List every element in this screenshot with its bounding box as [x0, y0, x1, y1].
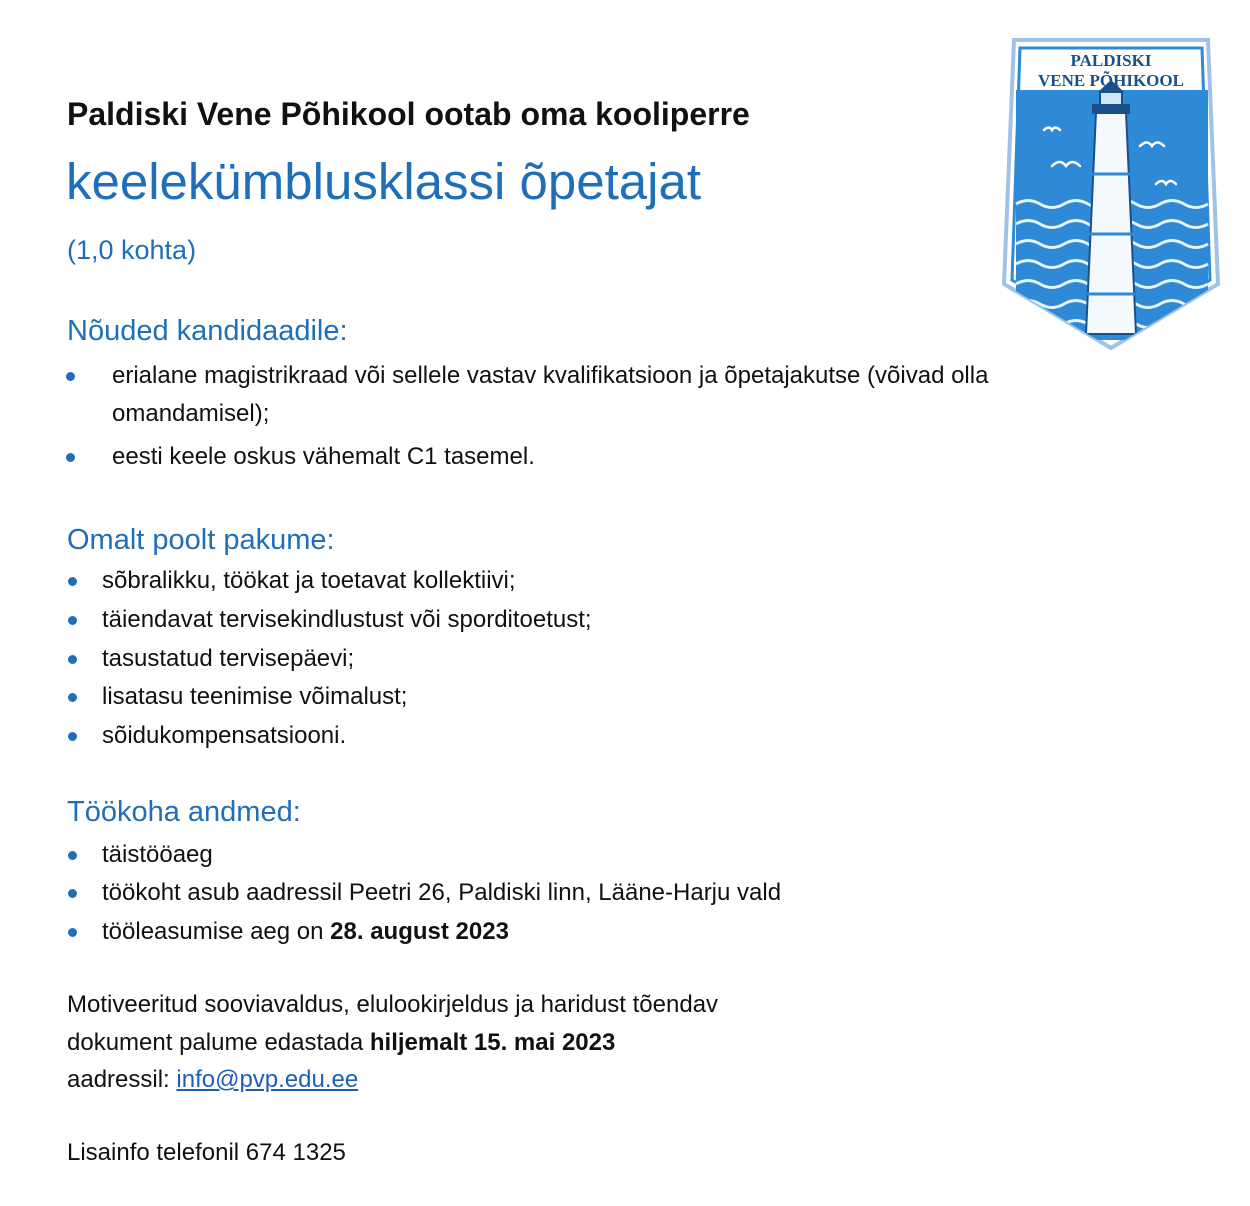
bullet-icon [66, 372, 75, 381]
offer-item-1: sõbralikku, töökat ja toetavat kollektiivi; [102, 567, 516, 594]
offers-heading: Omalt poolt pakume: [67, 524, 335, 556]
requirement-item-2: eesti keele oskus vähemalt C1 tasemel. [112, 443, 535, 470]
offer-item-4: lisatasu teenimise võimalust; [102, 683, 408, 710]
deadline: hiljemalt 15. mai 2023 [369, 1029, 616, 1056]
bullet-icon [68, 889, 77, 898]
bullet-icon [68, 851, 77, 860]
offer-item-3: tasustatud tervisepäevi; [102, 645, 355, 672]
requirement-item-1-cont: omandamisel); [112, 400, 270, 427]
bullet-icon [68, 732, 77, 741]
application-line-2 [67, 1024, 615, 1062]
bullet-icon [68, 655, 77, 664]
bullet-icon [68, 928, 77, 937]
workplace-heading: Töökoha andmed: [67, 796, 301, 828]
intro-text: Paldiski Vene Põhikool ootab oma kooliperre [67, 96, 750, 132]
contact-phone: Lisainfo telefonil 674 1325 [67, 1139, 346, 1166]
application-line-3 [67, 1061, 358, 1099]
bullet-icon [68, 616, 77, 625]
logo-text-line2: VENE PÕHIKOOL [1038, 71, 1184, 90]
application-line-2-prefix: dokument palume edastada [67, 1029, 370, 1056]
workplace-item-3 [102, 913, 509, 951]
fte-text: (1,0 kohta) [67, 235, 197, 265]
logo-text-line1: PALDISKI [1070, 51, 1152, 70]
offer-item-2: täiendavat tervisekindlustust või sporditoetust; [102, 606, 592, 633]
workplace-item-2: töökoht asub aadressil Peetri 26, Paldiski linn, Lääne-Harju vald [102, 879, 782, 906]
offer-item-5: sõidukompensatsiooni. [102, 722, 347, 749]
workplace-item-1: täistööaeg [102, 841, 213, 868]
position-title: keelekümblusklassi õpetajat [66, 153, 702, 210]
requirements-heading: Nõuded kandidaadile: [67, 315, 348, 347]
bullet-icon [68, 693, 77, 702]
bullet-icon [68, 577, 77, 586]
school-crest-logo [1000, 34, 1222, 354]
start-date: 28. august 2023 [330, 918, 509, 945]
start-prefix: tööleasumise aeg on [102, 918, 331, 945]
application-line-1: Motiveeritud sooviavaldus, elulookirjeldus ja haridust tõendav [67, 991, 719, 1018]
email-link[interactable]: info@pvp.edu.ee [176, 1066, 359, 1093]
requirement-item-1: erialane magistrikraad või sellele vastav kvalifikatsioon ja õpetajakutse (võivad olla [112, 362, 989, 389]
email-prefix: aadressil: [67, 1066, 177, 1093]
bullet-icon [66, 453, 75, 462]
